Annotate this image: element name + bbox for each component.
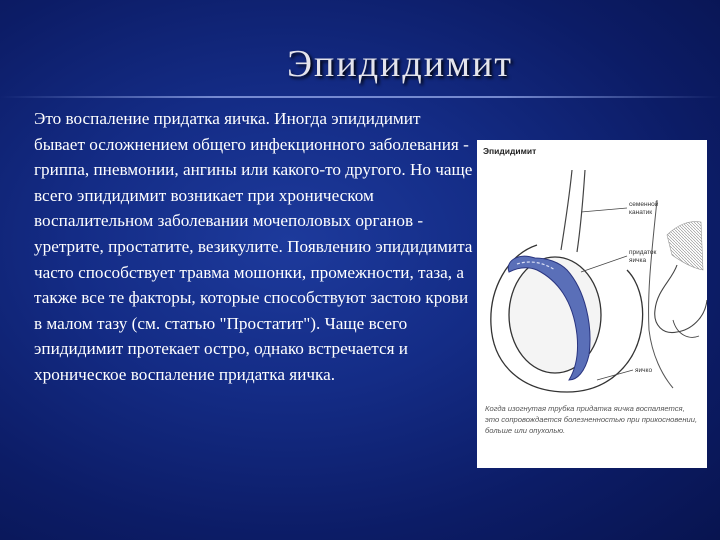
slide-title: Эпидидимит	[286, 43, 514, 85]
label-testis: яичко	[635, 367, 653, 374]
cord-label-line	[581, 208, 627, 212]
spermatic-cord-line-1	[561, 170, 572, 250]
spermatic-cord-line-2	[577, 170, 585, 252]
label-epididymis-line2: яичка	[629, 257, 647, 264]
testis-label-line	[597, 370, 633, 380]
label-epididymis-line1: придаток	[629, 249, 657, 256]
penis-outline	[655, 265, 707, 333]
slide-body-text: Это воспаление придатка яичка. Иногда эпидидимит бывает осложнением общего инфекционного заболевания - гриппа, пневмонии, ангины или какого-то другого. Но чаще всего эпидидимит возникает при хроническом воспалительном заболевании мочеполовых органов - уретрите, простатите, везикулите. Появлению эпидидимита часто способствует травма мошонки, промежности, таза, а также все те факторы, которые способствуют застою крови в малом тазу (см. статью "Простатит"). Чаще всего эпидидимит протекает остро, однако встречается и хроническое воспаление придатка яичка.	[34, 109, 473, 384]
anatomy-figure	[477, 140, 707, 468]
figure-heading: Эпидидимит	[483, 146, 537, 156]
thigh-outline	[649, 200, 673, 388]
title-divider	[0, 96, 720, 98]
hair-region	[667, 222, 703, 270]
epididymis-label-line	[581, 256, 627, 272]
figure-caption: Когда изогнутая трубка придатка яичка воспаляется, это сопровождается болезненностью при прикосновении, больше или опухолью.	[485, 404, 698, 435]
label-cord-line1: семенной	[629, 201, 659, 208]
label-cord-line2: канатик	[629, 209, 653, 216]
